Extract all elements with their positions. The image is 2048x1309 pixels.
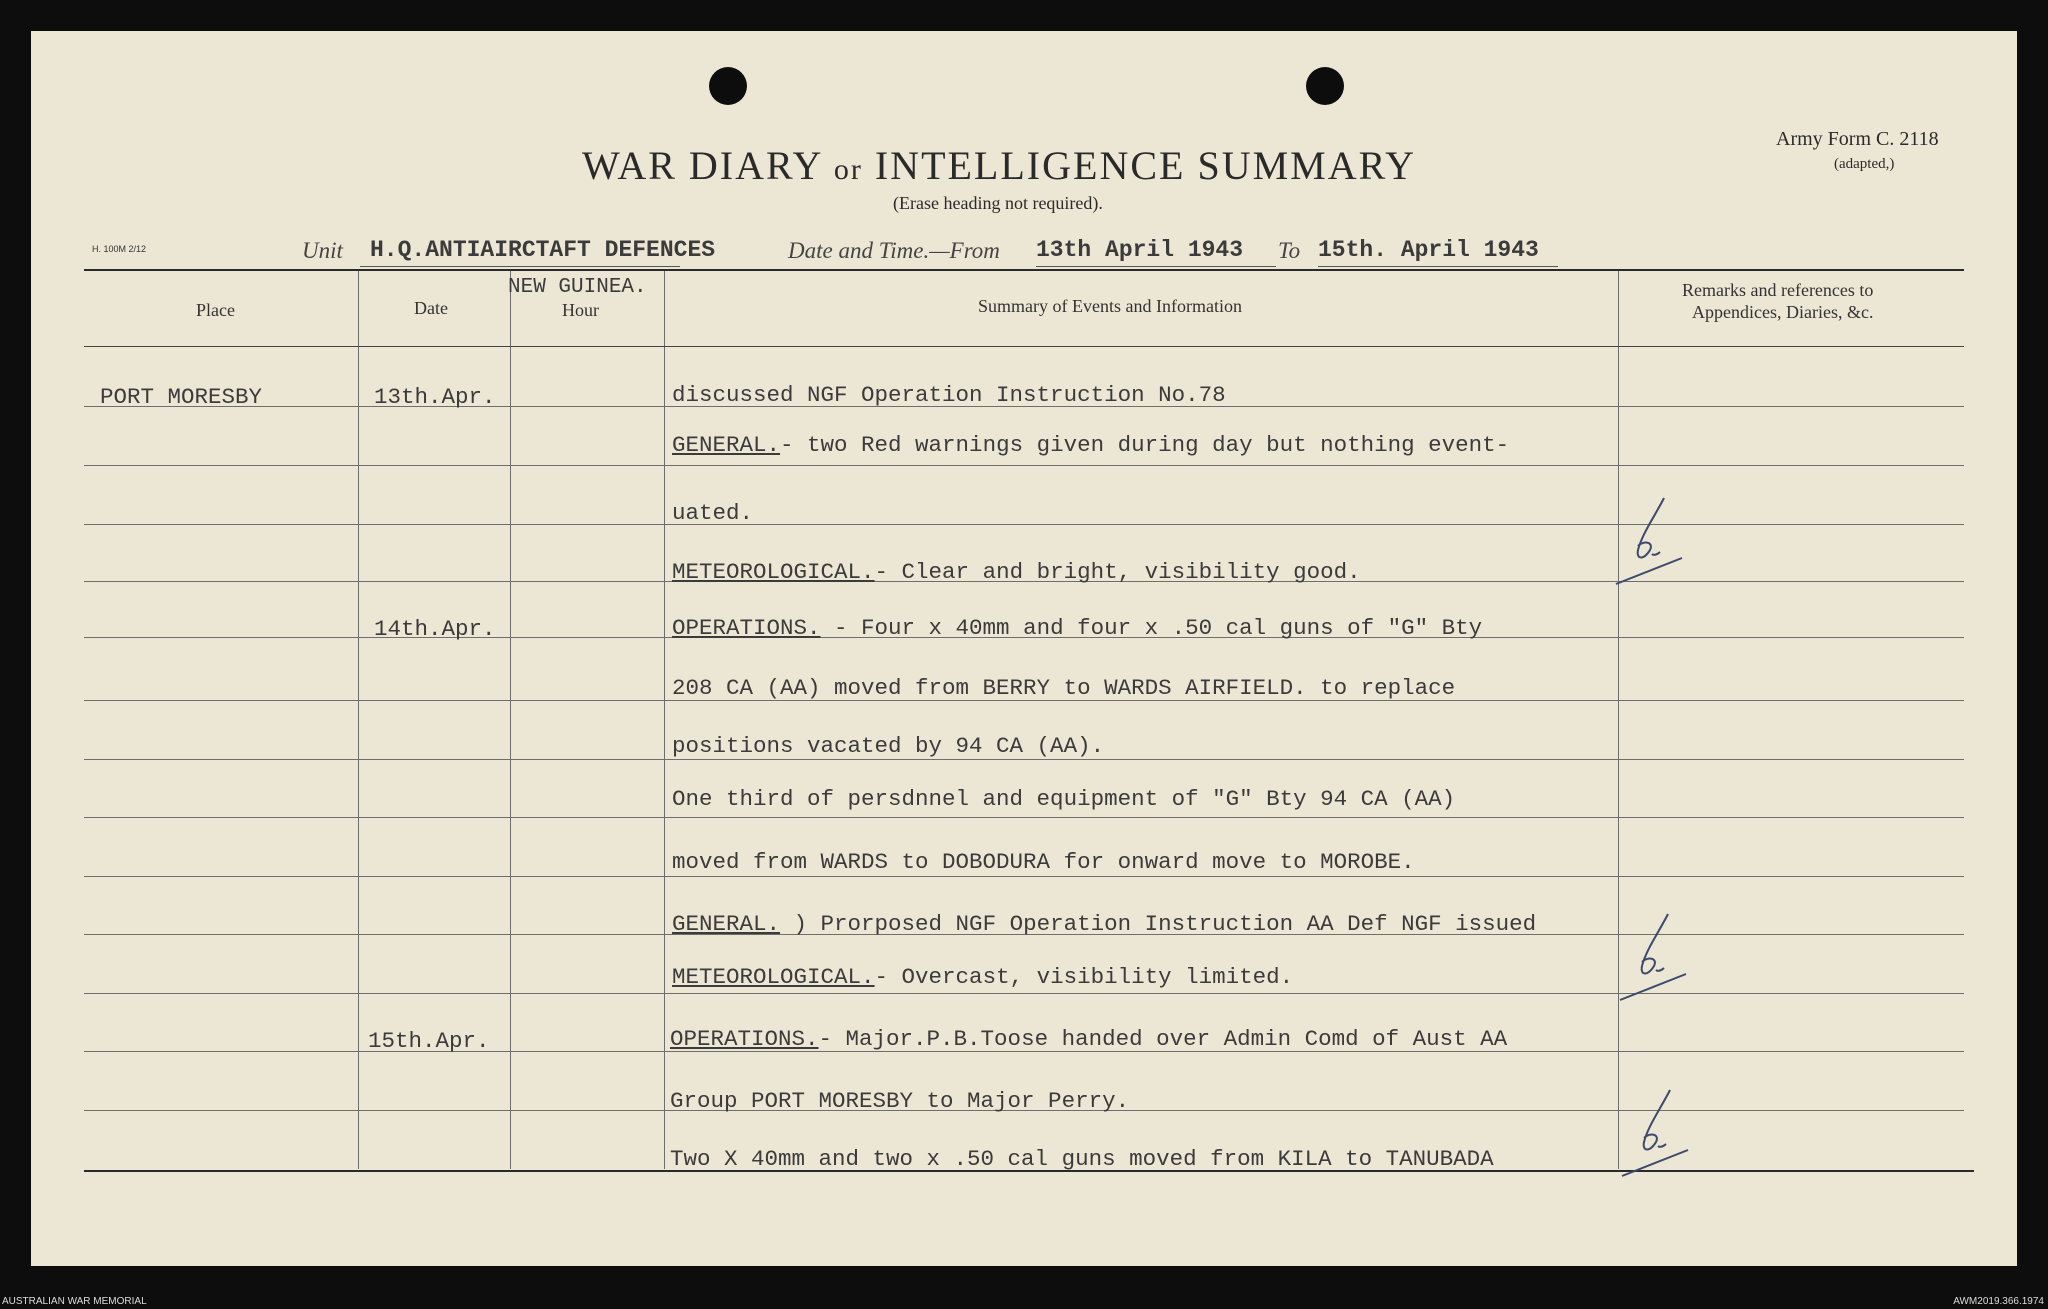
date-to: 15th. April 1943 xyxy=(1318,237,1539,263)
initials-signature xyxy=(1618,1086,1698,1182)
initials-signature xyxy=(1616,910,1696,1006)
diary-line: One third of persdnnel and equipment of "G" Bty 94 CA (AA) xyxy=(672,786,1456,812)
army-form-number: Army Form C. 2118 xyxy=(1776,128,1939,150)
column-header-place: Place xyxy=(196,300,235,320)
title-intelligence-summary: INTELLIGENCE SUMMARY xyxy=(874,143,1416,188)
ruled-line xyxy=(84,759,1964,760)
date-entry-13: 13th.Apr. xyxy=(374,384,496,410)
title-or: or xyxy=(833,153,863,186)
document-subtitle: (Erase heading not required). xyxy=(893,193,1103,213)
date-to-label: To xyxy=(1278,238,1301,263)
date-from: 13th April 1943 xyxy=(1036,237,1244,263)
diary-line: METEOROLOGICAL.- Clear and bright, visibility good. xyxy=(672,559,1361,585)
diary-line: Group PORT MORESBY to Major Perry. xyxy=(670,1088,1130,1114)
unit-label: Unit xyxy=(302,238,343,263)
place-entry: PORT MORESBY xyxy=(100,384,263,410)
diary-line: OPERATIONS.- Major.P.B.Toose handed over Admin Comd of Aust AA xyxy=(670,1026,1508,1052)
initials-signature xyxy=(1612,494,1692,590)
diary-line: uated. xyxy=(672,500,754,526)
unit-underline xyxy=(360,266,680,267)
column-header-summary: Summary of Events and Information xyxy=(978,296,1242,316)
diary-line: moved from WARDS to DOBODURA for onward move to MOROBE. xyxy=(672,849,1415,875)
army-form-adapted: (adapted,) xyxy=(1834,156,1895,172)
diary-line: OPERATIONS. - Four x 40mm and four x .50 cal guns of "G" Bty xyxy=(672,615,1483,641)
archive-reference: AWM2019.366.1974 xyxy=(1953,1296,2044,1307)
date-time-label: Date and Time.—From xyxy=(788,238,1000,263)
title-war-diary: WAR DIARY xyxy=(582,143,822,188)
print-code: H. 100M 2/12 xyxy=(92,244,147,254)
table-top-rule xyxy=(84,269,1964,271)
ruled-line xyxy=(84,817,1964,818)
date-from-underline xyxy=(1036,266,1276,267)
diary-line: 208 CA (AA) moved from BERRY to WARDS AIRFIELD. to replace xyxy=(672,675,1456,701)
date-to-underline xyxy=(1318,266,1558,267)
diary-line: METEOROLOGICAL.- Overcast, visibility limited. xyxy=(672,964,1294,990)
archive-caption: AUSTRALIAN WAR MEMORIAL xyxy=(2,1296,147,1307)
header-rule xyxy=(84,346,1964,347)
column-header-remarks-line1: Remarks and references to xyxy=(1682,280,1874,300)
column-header-hour: Hour xyxy=(562,300,599,320)
ruled-line xyxy=(84,465,1964,466)
document-title xyxy=(582,142,1416,189)
diary-line: Two X 40mm and two x .50 cal guns moved from KILA to TANUBADA xyxy=(670,1146,1494,1172)
unit-value: H.Q.ANTIAIRCTAFT DEFENCES xyxy=(370,237,716,263)
war-diary-page xyxy=(31,31,2017,1266)
column-header-remarks-line2: Appendices, Diaries, &c. xyxy=(1692,302,1874,322)
diary-line: discussed NGF Operation Instruction No.78 xyxy=(672,382,1226,408)
ruled-line xyxy=(84,876,1964,877)
diary-line: GENERAL.- two Red warnings given during day but nothing event- xyxy=(672,432,1510,458)
column-header-date: Date xyxy=(414,298,448,318)
date-entry-14: 14th.Apr. xyxy=(374,616,496,642)
date-entry-15: 15th.Apr. xyxy=(368,1028,490,1054)
diary-line: GENERAL. ) Prorposed NGF Operation Instruction AA Def NGF issued xyxy=(672,911,1537,937)
location-stamp: NEW GUINEA. xyxy=(508,276,647,299)
punch-hole-left xyxy=(709,67,747,105)
diary-line: positions vacated by 94 CA (AA). xyxy=(672,733,1105,759)
punch-hole-right xyxy=(1306,67,1344,105)
